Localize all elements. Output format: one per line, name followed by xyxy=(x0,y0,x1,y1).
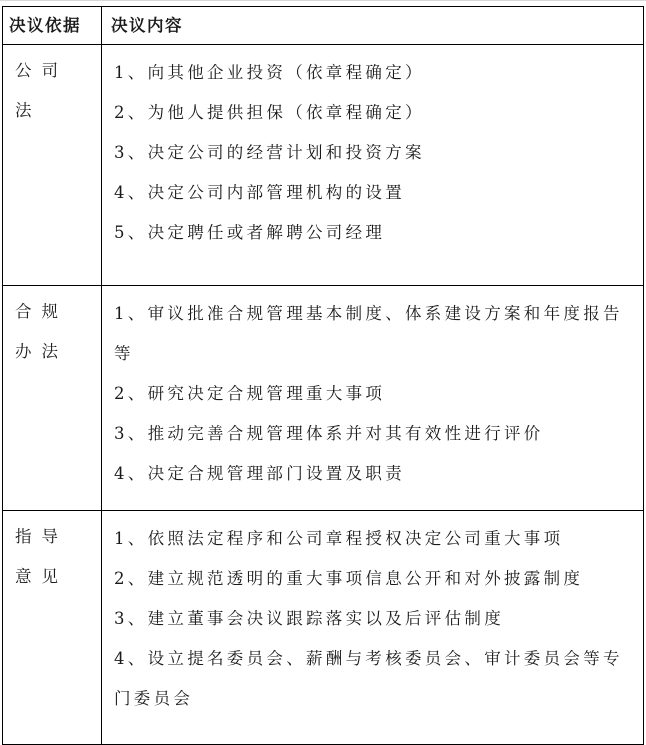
table-header-row xyxy=(3,7,644,45)
basis-cell xyxy=(3,511,102,745)
basis-cell xyxy=(3,286,102,511)
content-cell xyxy=(102,45,644,286)
basis-cell xyxy=(3,45,102,286)
list-item: 4、决定合规管理部门设置及职责 xyxy=(114,464,405,483)
content-cell xyxy=(102,286,644,511)
list-item: 1、向其他企业投资（依章程确定） xyxy=(114,63,425,82)
list-item: 2、为他人提供担保（依章程确定） xyxy=(114,103,425,122)
table-row xyxy=(3,511,644,745)
header-content: 决议内容 xyxy=(102,7,644,45)
list-item: 5、决定聘任或者解聘公司经理 xyxy=(114,223,386,242)
list-item: 1、审议批准合规管理基本制度、体系建设方案和年度报告等 xyxy=(114,304,623,363)
basis-label: 合规办法 xyxy=(15,302,68,361)
list-item: 2、建立规范透明的重大事项信息公开和对外披露制度 xyxy=(114,569,584,588)
basis-label: 指导意见 xyxy=(15,527,68,586)
list-item: 4、设立提名委员会、薪酬与考核委员会、审计委员会等专门委员会 xyxy=(114,649,623,708)
basis-label: 公司法 xyxy=(15,61,68,120)
resolution-table xyxy=(2,6,644,745)
list-item: 3、建立董事会决议跟踪落实以及后评估制度 xyxy=(114,609,504,628)
list-item: 3、推动完善合规管理体系并对其有效性进行评价 xyxy=(114,424,544,443)
list-item: 2、研究决定合规管理重大事项 xyxy=(114,384,386,403)
table-row xyxy=(3,45,644,286)
list-item: 1、依照法定程序和公司章程授权决定公司重大事项 xyxy=(114,529,564,548)
header-basis: 决议依据 xyxy=(3,7,102,45)
content-cell xyxy=(102,511,644,745)
list-item: 3、决定公司的经营计划和投资方案 xyxy=(114,143,425,162)
table-row xyxy=(3,286,644,511)
list-item: 4、决定公司内部管理机构的设置 xyxy=(114,183,405,202)
top-divider-line xyxy=(0,0,646,1)
